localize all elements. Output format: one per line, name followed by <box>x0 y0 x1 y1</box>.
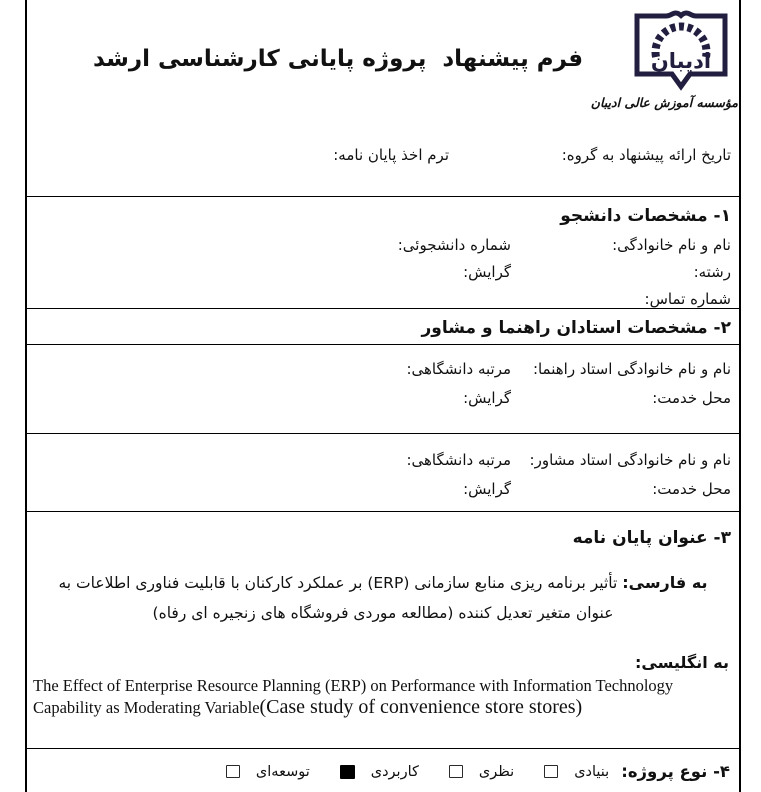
supervisor-rank-label: مرتبه دانشگاهی: <box>406 360 511 378</box>
consultant-workplace-label: محل خدمت: <box>652 480 731 498</box>
section-thesis-title <box>27 512 739 749</box>
section-supervisors-heading <box>27 309 739 345</box>
checkbox-developmental[interactable] <box>226 765 240 778</box>
supervisor-row-2 <box>27 384 739 413</box>
project-type-row <box>27 762 739 781</box>
english-title-parenthetical: (Case study of convenience store stores) <box>259 695 583 718</box>
section2-heading: ۲- مشخصات استادان راهنما و مشاور <box>421 318 731 338</box>
logo-wordmark: ادیبان <box>650 49 712 73</box>
student-row-2 <box>27 259 739 286</box>
english-title-paragraph <box>27 672 739 718</box>
option-applied <box>340 764 419 780</box>
consultant-name-label: نام و نام خانوادگی استاد مشاور: <box>529 451 731 469</box>
option-developmental-label: توسعه‌ای <box>255 763 310 780</box>
supervisor-block <box>27 345 739 434</box>
proposal-form-page <box>25 0 741 792</box>
option-theoretical-label: نظری <box>478 763 515 780</box>
supervisor-name-label: نام و نام خانوادگی استاد راهنما: <box>532 360 731 378</box>
supervisor-row-1 <box>27 355 739 384</box>
consultant-row-1 <box>27 446 739 475</box>
student-row-1 <box>27 232 739 259</box>
section-student-info <box>27 197 739 309</box>
option-developmental <box>226 764 310 780</box>
consultant-row-2 <box>27 475 739 504</box>
option-fundamental <box>544 764 609 780</box>
option-theoretical <box>449 764 514 780</box>
section-project-type <box>27 749 739 792</box>
english-title-label: به انگلیسی: <box>634 653 729 672</box>
orientation-label: گرایش: <box>463 263 511 281</box>
persian-title-label: به فارسی: <box>622 573 708 592</box>
consultant-orientation-label: گرایش: <box>463 480 511 498</box>
section4-heading: ۴- نوع پروژه: <box>621 762 730 781</box>
supervisor-orientation-label: گرایش: <box>463 389 511 407</box>
consultant-rank-label: مرتبه دانشگاهی: <box>406 451 511 469</box>
persian-title-paragraph <box>27 568 739 628</box>
persian-title-text: تأثیر برنامه ریزی منابع سازمانی (ERP) بر عملکرد کارکنان با قابلیت فناوری اطلاعات به عنوان متغیر تعدیل کننده (مطالعه موردی فروشگاه های زنجیره ای رفاه) <box>58 574 623 622</box>
form-header <box>27 0 739 197</box>
checkbox-applied[interactable] <box>340 765 355 779</box>
english-title-text: The Effect of Enterprise Resource Planning (ERP) on Performance with Information Technology Capability as Moderating Variable <box>33 676 674 717</box>
institute-logo <box>590 5 738 110</box>
section3-heading: ۳- عنوان پایان نامه <box>572 528 731 548</box>
form-title: فرم پیشنهاد پروژه پایانی کارشناسی ارشد <box>92 46 584 72</box>
major-label: رشته: <box>693 263 731 281</box>
section1-heading: ۱- مشخصات دانشجو <box>560 206 731 226</box>
student-number-label: شماره دانشجوئی: <box>397 236 511 254</box>
checkbox-fundamental[interactable] <box>544 765 558 778</box>
option-fundamental-label: بنیادی <box>574 763 610 780</box>
institute-name-calligraphy: مؤسسه آموزش عالی ادیبان <box>590 95 738 110</box>
proposal-date-label: تاریخ ارائه پیشنهاد به گروه: <box>561 146 731 164</box>
supervisor-workplace-label: محل خدمت: <box>652 389 731 407</box>
thesis-term-label: ترم اخذ پایان نامه: <box>333 146 449 164</box>
date-term-row <box>27 146 739 164</box>
checkbox-theoretical[interactable] <box>449 765 463 778</box>
option-applied-label: کاربردی <box>370 763 419 780</box>
open-book-gear-icon <box>628 5 734 93</box>
phone-label: شماره تماس: <box>644 290 731 308</box>
consultant-block <box>27 434 739 512</box>
fullname-label: نام و نام خانوادگی: <box>612 236 731 254</box>
